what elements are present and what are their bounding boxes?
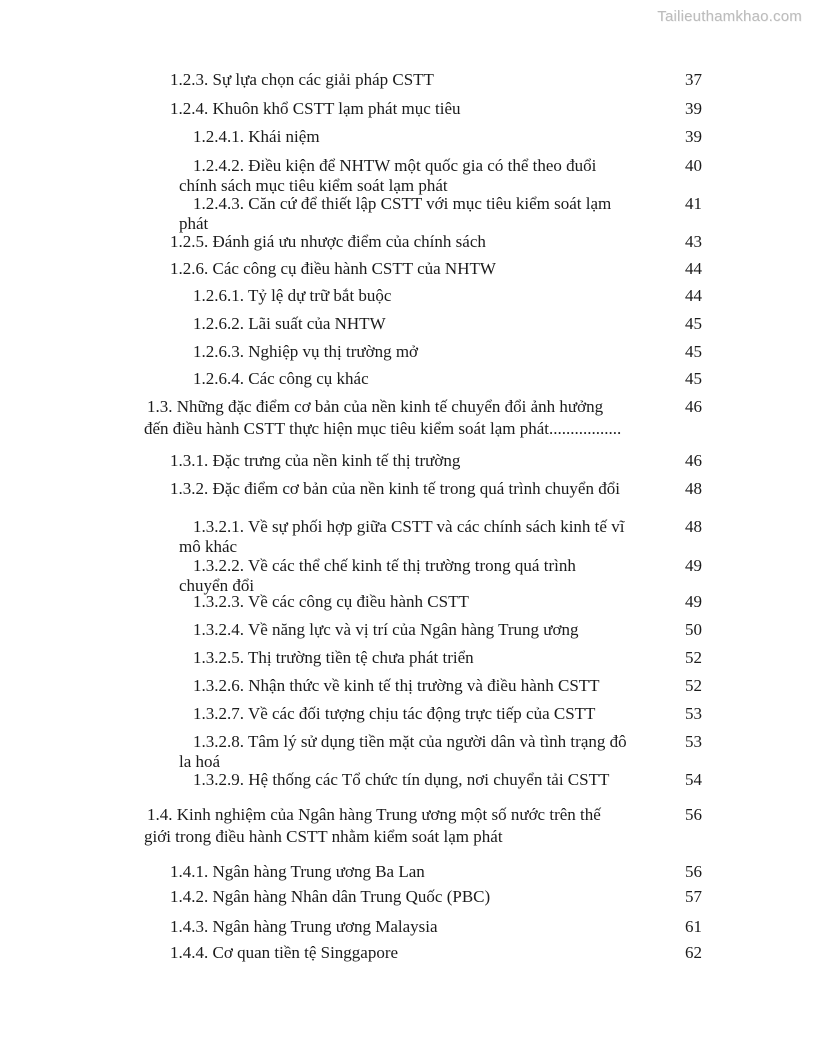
toc-entry-line: 1.3.2.1. Về sự phối hợp giữa CSTT và các chính sách kinh tế vĩ xyxy=(193,517,625,536)
toc-entry-line: 1.2.6.1. Tỷ lệ dự trữ bắt buộc xyxy=(193,286,392,305)
toc-entry-line: 1.2.4.1. Khái niệm xyxy=(193,127,320,146)
toc-page-number: 43 xyxy=(685,232,702,251)
toc-entry-text xyxy=(179,517,702,557)
toc-entry-line: 1.3.2.8. Tâm lý sử dụng tiền mặt của người dân và tình trạng đô xyxy=(193,732,627,751)
toc-entry xyxy=(193,648,702,668)
toc-page-number: 39 xyxy=(685,99,702,118)
toc-entry-line: 1.2.6.4. Các công cụ khác xyxy=(193,369,369,388)
toc-entry-text xyxy=(179,194,702,234)
toc-page-number: 46 xyxy=(685,397,702,416)
toc-entry-line: 1.3.2.6. Nhận thức về kinh tế thị trường và điều hành CSTT xyxy=(193,676,600,695)
toc-entry xyxy=(144,804,702,848)
toc-entry-text xyxy=(170,479,702,499)
toc-page-number: 40 xyxy=(685,156,702,175)
toc-page-number: 54 xyxy=(685,770,702,789)
toc-entry-line: 1.3.2. Đặc điểm cơ bản của nền kinh tế trong quá trình chuyển đổi xyxy=(170,479,620,498)
toc-entry xyxy=(179,517,702,557)
toc-entry xyxy=(193,620,702,640)
toc-entry-text xyxy=(193,648,702,668)
toc-entry xyxy=(170,479,702,499)
toc-page-number: 49 xyxy=(685,556,702,575)
toc-entry-text xyxy=(179,156,702,196)
toc-entry-text xyxy=(193,286,702,306)
toc-entry xyxy=(170,99,702,119)
toc-entry xyxy=(193,676,702,696)
toc-entry-text xyxy=(144,396,702,440)
toc-entry-text xyxy=(193,342,702,362)
toc-page-number: 52 xyxy=(685,676,702,695)
toc-entry-text xyxy=(170,99,702,119)
toc-entry xyxy=(179,732,702,772)
toc-entry-text xyxy=(170,259,702,279)
toc-entry-text xyxy=(170,232,702,252)
toc-page-number: 56 xyxy=(685,805,702,824)
toc-page-number: 41 xyxy=(685,194,702,213)
toc-entry-line: 1.2.3. Sự lựa chọn các giải pháp CSTT xyxy=(170,70,434,89)
toc-entry-text xyxy=(193,314,702,334)
toc-entry xyxy=(170,943,702,963)
toc-entry-line: 1.2.6.3. Nghiệp vụ thị trường mở xyxy=(193,342,419,361)
toc-page-number: 62 xyxy=(685,943,702,962)
toc-entry-text xyxy=(170,917,702,937)
toc-entry-line: 1.3.2.4. Về năng lực và vị trí của Ngân hàng Trung ương xyxy=(193,620,579,639)
toc-page-number: 56 xyxy=(685,862,702,881)
toc-entry-text xyxy=(193,770,702,790)
toc-entry-line: 1.3.2.2. Về các thể chế kinh tế thị trường trong quá trình xyxy=(193,556,576,575)
toc-entry-text xyxy=(170,451,702,471)
site-watermark: Tailieuthamkhao.com xyxy=(657,8,802,25)
toc-entry xyxy=(193,314,702,334)
toc-entry xyxy=(179,194,702,234)
toc-page-number: 45 xyxy=(685,342,702,361)
toc-page-number: 45 xyxy=(685,314,702,333)
toc-entry-text xyxy=(170,862,702,882)
toc-entry-text xyxy=(179,732,702,772)
toc-page-number: 50 xyxy=(685,620,702,639)
toc-page-number: 46 xyxy=(685,451,702,470)
toc-entry xyxy=(170,887,702,907)
toc-entry xyxy=(170,917,702,937)
toc-page-number: 44 xyxy=(685,286,702,305)
toc-page-number: 61 xyxy=(685,917,702,936)
toc-entry xyxy=(193,704,702,724)
toc-entry xyxy=(170,451,702,471)
toc-entry-line: 1.2.5. Đánh giá ưu nhược điểm của chính sách xyxy=(170,232,486,251)
toc-entry-text xyxy=(170,887,702,907)
toc-entry-text xyxy=(144,804,702,848)
toc-entry xyxy=(193,286,702,306)
toc-entry-line: 1.4.1. Ngân hàng Trung ương Ba Lan xyxy=(170,862,425,881)
toc-page-number: 53 xyxy=(685,704,702,723)
toc-entry-line: 1.4.3. Ngân hàng Trung ương Malaysia xyxy=(170,917,438,936)
toc-page-number: 53 xyxy=(685,732,702,751)
toc-entry-text xyxy=(193,592,702,612)
toc-page-number: 57 xyxy=(685,887,702,906)
toc-entry-line: 1.3.2.7. Về các đối tượng chịu tác động trực tiếp của CSTT xyxy=(193,704,596,723)
toc-entry-line: giới trong điều hành CSTT nhằm kiểm soát lạm phát xyxy=(144,827,503,846)
toc-page-number: 48 xyxy=(685,479,702,498)
toc-page-number: 44 xyxy=(685,259,702,278)
toc-entry xyxy=(193,369,702,389)
toc-entry-line: 1.2.6. Các công cụ điều hành CSTT của NHTW xyxy=(170,259,496,278)
toc-entry xyxy=(170,259,702,279)
toc-entry xyxy=(179,156,702,196)
toc-entry xyxy=(170,862,702,882)
toc-entry-line: 1.2.4. Khuôn khổ CSTT lạm phát mục tiêu xyxy=(170,99,461,118)
toc-entry xyxy=(193,342,702,362)
toc-page-number: 39 xyxy=(685,127,702,146)
toc-page-number: 45 xyxy=(685,369,702,388)
toc-entry-text xyxy=(193,127,702,147)
toc-entry-line: 1.2.4.3. Căn cứ để thiết lập CSTT với mục tiêu kiểm soát lạm xyxy=(193,194,612,213)
toc-entry-line: la hoá xyxy=(179,752,221,771)
toc-entry-line: 1.3.2.5. Thị trường tiền tệ chưa phát triển xyxy=(193,648,474,667)
toc-page-number: 37 xyxy=(685,70,702,89)
toc-entry-line: chuyển đổi xyxy=(179,576,255,595)
toc-entry-text xyxy=(170,70,702,90)
toc-entry-text xyxy=(193,369,702,389)
toc-entry-text xyxy=(193,704,702,724)
toc-entry xyxy=(170,232,702,252)
toc-entry-line: chính sách mục tiêu kiểm soát lạm phát xyxy=(179,176,448,195)
toc-entry-line: 1.3.2.3. Về các công cụ điều hành CSTT xyxy=(193,592,469,611)
toc-entry-line: 1.4.2. Ngân hàng Nhân dân Trung Quốc (PBC) xyxy=(170,887,491,906)
toc-entry xyxy=(170,70,702,90)
toc-entry xyxy=(193,770,702,790)
toc-entry-line: 1.4.4. Cơ quan tiền tệ Singgapore xyxy=(170,943,399,962)
toc-entry-text xyxy=(179,556,702,596)
toc-entry xyxy=(193,127,702,147)
toc-entry-text xyxy=(170,943,702,963)
toc-entry-line: 1.3.1. Đặc trưng của nền kinh tế thị trường xyxy=(170,451,461,470)
toc-page-number: 52 xyxy=(685,648,702,667)
toc-entry xyxy=(193,592,702,612)
toc-entry-line: 1.4. Kinh nghiệm của Ngân hàng Trung ương một số nước trên thế xyxy=(147,805,601,824)
toc-entry-text xyxy=(193,620,702,640)
toc-entry xyxy=(144,396,702,440)
toc-entry-line: 1.2.6.2. Lãi suất của NHTW xyxy=(193,314,386,333)
toc-entry-line: mô khác xyxy=(179,537,238,556)
toc-entry-line: 1.3. Những đặc điểm cơ bản của nền kinh tế chuyển đổi ảnh hưởng xyxy=(147,397,604,416)
toc-page-number: 48 xyxy=(685,517,702,536)
toc-entry-text xyxy=(193,676,702,696)
toc-entry-line: 1.3.2.9. Hệ thống các Tổ chức tín dụng, nơi chuyển tải CSTT xyxy=(193,770,610,789)
toc-entry-line: phát xyxy=(179,214,209,233)
toc-entry-line: đến điều hành CSTT thực hiện mục tiêu kiểm soát lạm phát................. xyxy=(144,419,622,438)
toc-entry-line: 1.2.4.2. Điều kiện để NHTW một quốc gia có thể theo đuổi xyxy=(193,156,597,175)
toc-page-number: 49 xyxy=(685,592,702,611)
toc-entry xyxy=(179,556,702,596)
